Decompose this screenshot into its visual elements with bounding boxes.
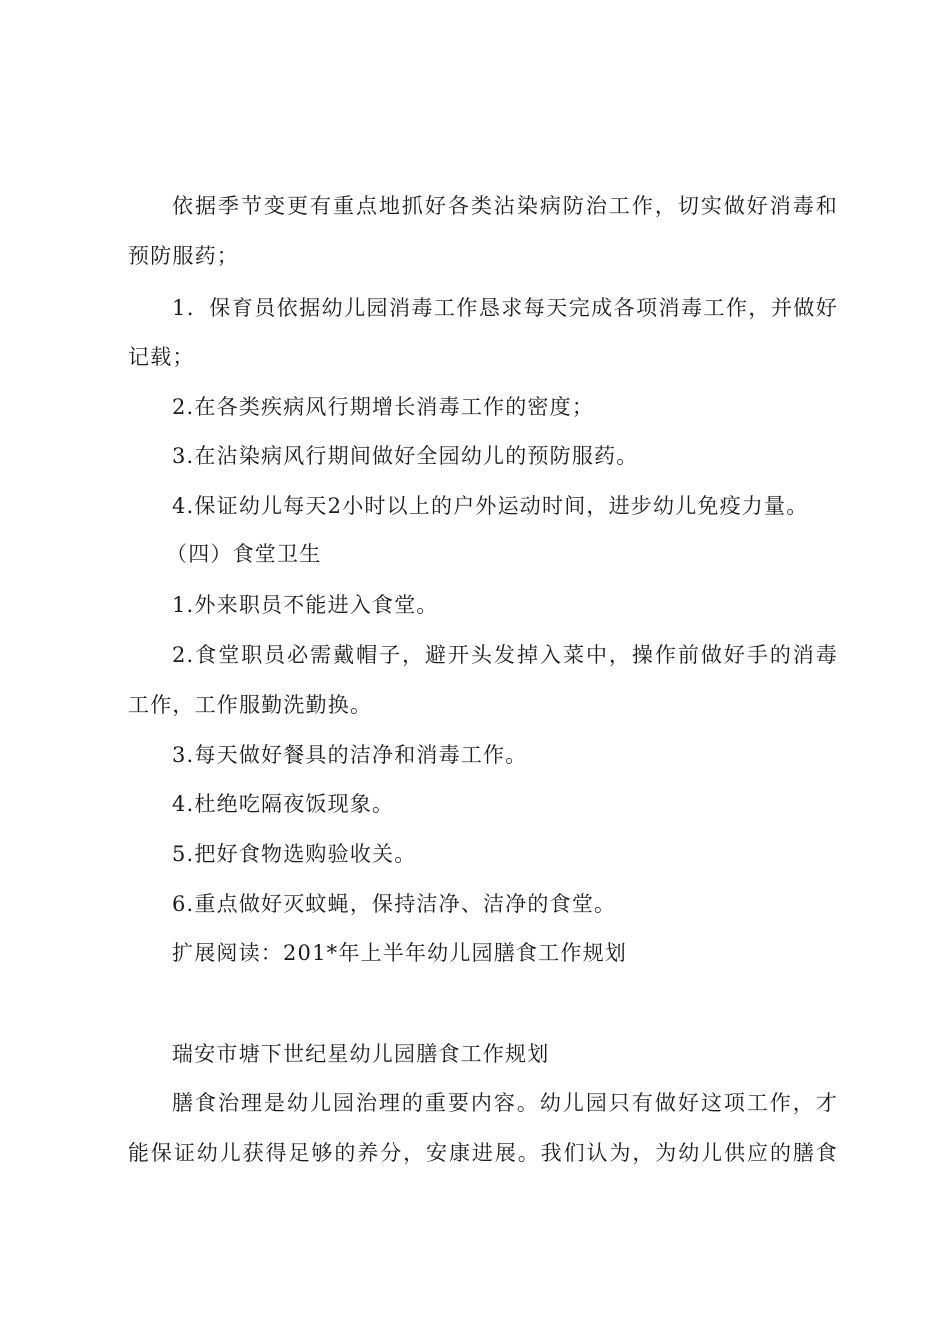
extended-reading-line: 扩展阅读：201*年上半年幼儿园膳食工作规划 <box>172 941 627 965</box>
paragraph-line: 预防服药； <box>128 244 239 268</box>
list-item: 5.把好食物选购验收关。 <box>172 842 417 866</box>
list-item-line: 2.食堂职员必需戴帽子，避开头发掉入菜中，操作前做好手的消毒 <box>172 643 838 667</box>
paragraph-line: 依据季节变更有重点地抓好各类沾染病防治工作，切实做好消毒和 <box>172 194 838 218</box>
list-item: 4.保证幼儿每天2小时以上的户外运动时间，进步幼儿免疫力量。 <box>172 494 809 518</box>
list-item: 2.在各类疾病风行期增长消毒工作的密度； <box>172 395 595 419</box>
list-item: 4.杜绝吃隔夜饭现象。 <box>172 792 395 816</box>
list-item-line: 记载； <box>128 345 195 369</box>
paragraph-line: 膳食治理是幼儿园治理的重要内容。幼儿园只有做好这项工作，才 <box>172 1091 838 1115</box>
list-item-line: 1．保育员依据幼儿园消毒工作恳求每天完成各项消毒工作，并做好 <box>172 296 838 320</box>
list-item-line: 工作，工作服勤洗勤换。 <box>128 693 373 717</box>
paragraph-line: 能保证幼儿获得足够的养分，安康进展。我们认为，为幼儿供应的膳食 <box>128 1141 838 1165</box>
list-item: 6.重点做好灭蚊蝇，保持洁净、洁净的食堂。 <box>172 892 617 916</box>
list-item: 3.每天做好餐具的洁净和消毒工作。 <box>172 743 528 767</box>
section-title: 瑞安市塘下世纪星幼儿园膳食工作规划 <box>172 1042 550 1066</box>
list-item: 3.在沾染病风行期间做好全园幼儿的预防服药。 <box>172 444 639 468</box>
list-item: 1.外来职员不能进入食堂。 <box>172 593 439 617</box>
section-heading: （四）食堂卫生 <box>166 542 322 566</box>
